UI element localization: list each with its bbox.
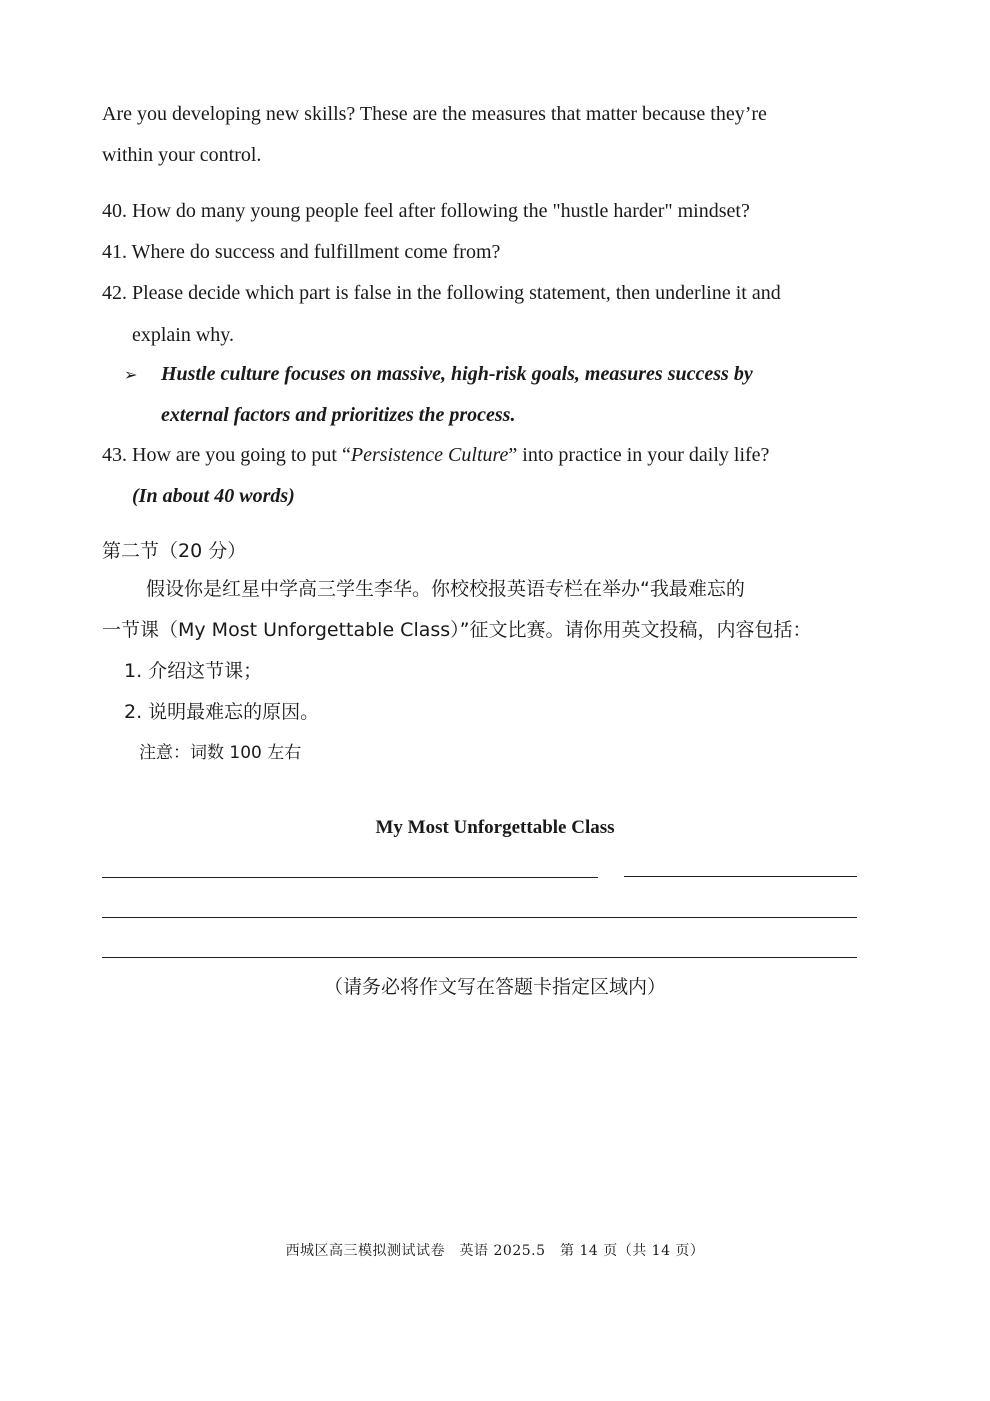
question-42-continuation: explain why.: [132, 324, 235, 346]
word-limit-note: 注意：词数 100 左右: [139, 743, 302, 763]
answer-sheet-instruction: （请务必将作文写在答题卡指定区域内）: [323, 976, 666, 998]
question-text: Where do success and fulfillment come from?: [131, 241, 501, 263]
word-count-note: (In about 40 words): [132, 485, 295, 507]
question-40: [102, 199, 750, 223]
prompt-line-2: 一节课（My Most Unforgettable Class）”征文比赛。请你用英文投稿，内容包括：: [102, 619, 812, 641]
statement-line-1: Hustle culture focuses on massive, high-risk goals, measures success by: [161, 363, 753, 385]
statement-line-2: external factors and prioritizes the process.: [161, 404, 516, 426]
prompt-point-1: 1. 介绍这节课；: [124, 660, 263, 682]
writing-line: [102, 917, 857, 918]
question-42: [102, 281, 781, 305]
question-43: [102, 443, 769, 467]
question-text: How do many young people feel after following the "hustle harder" mindset?: [132, 200, 750, 222]
writing-line: [624, 876, 857, 877]
arrow-bullet-icon: ➢: [124, 365, 138, 384]
page-footer: 西城区高三模拟测试试卷 英语 2025.5 第 14 页（共 14 页）: [285, 1243, 705, 1259]
prompt-point-2: 2. 说明最难忘的原因。: [124, 701, 320, 723]
question-number: 42.: [102, 282, 127, 304]
question-number: 41.: [102, 241, 127, 263]
question-text-after: ” into practice in your daily life?: [508, 444, 770, 466]
question-text: Please decide which part is false in the following statement, then underline it and: [132, 282, 781, 304]
essay-title: My Most Unforgettable Class: [375, 817, 615, 838]
writing-line: [102, 957, 857, 958]
passage-line-2: within your control.: [102, 144, 262, 166]
writing-line: [102, 877, 598, 878]
question-41: [102, 240, 500, 264]
question-text-before: How are you going to put “: [132, 444, 351, 466]
passage-line-1: Are you developing new skills? These are the measures that matter because they’re: [102, 103, 767, 125]
prompt-line-1: 假设你是红星中学高三学生李华。你校校报英语专栏在举办“我最难忘的: [146, 578, 745, 600]
question-number: 43.: [102, 444, 127, 466]
question-text-italic: Persistence Culture: [350, 444, 509, 466]
question-number: 40.: [102, 200, 127, 222]
section-heading: 第二节（20 分）: [102, 540, 247, 562]
